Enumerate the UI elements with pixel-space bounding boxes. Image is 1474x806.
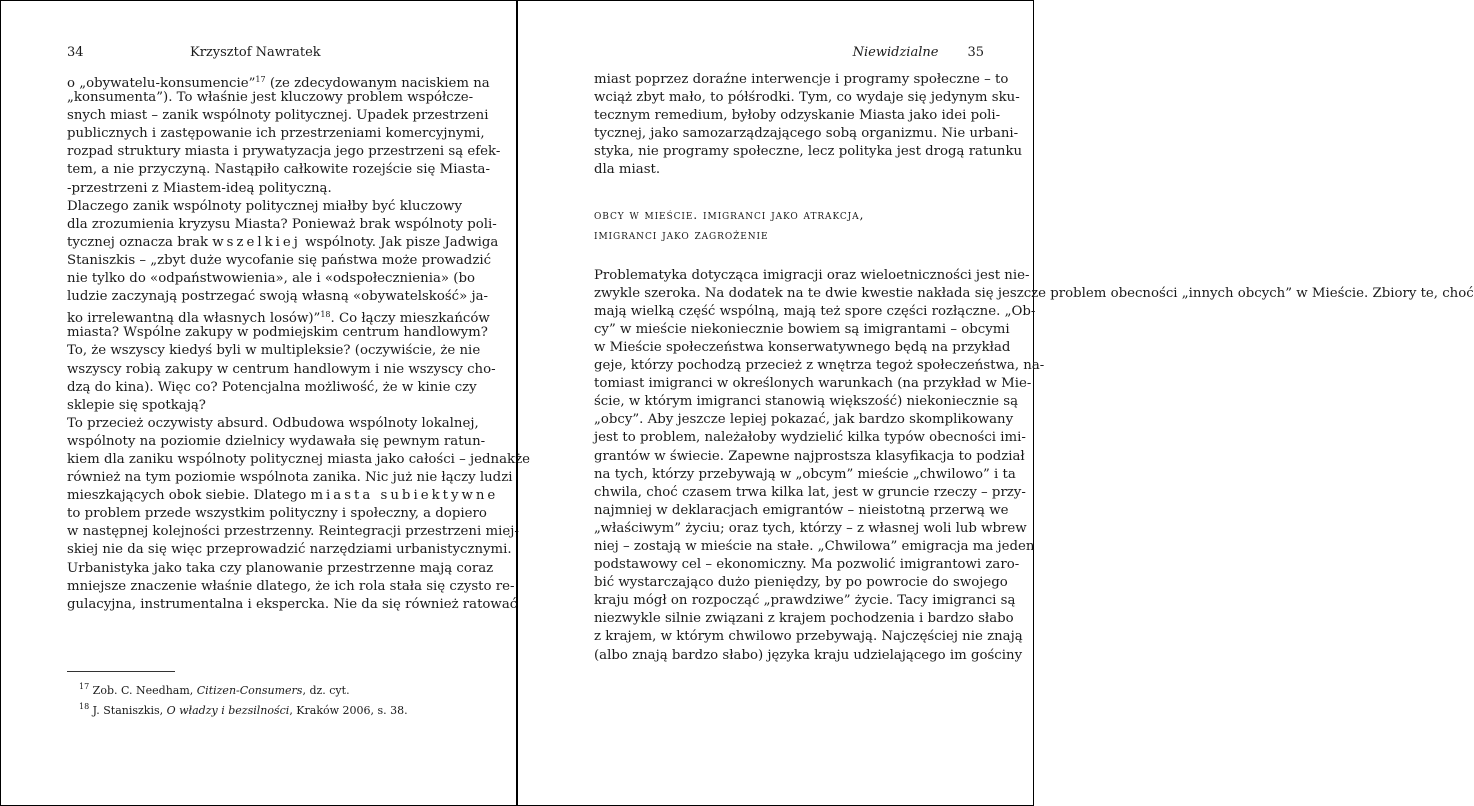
text-run: dla zrozumienia kryzysu Miasta? Ponieważ brak wspólnoty poli- bbox=[67, 216, 497, 232]
text-run: -przestrzeni z Miastem-ideą polityczną. bbox=[67, 180, 332, 196]
footnote-marker: 17 bbox=[255, 75, 266, 84]
text-line bbox=[67, 143, 501, 161]
text-run: gulacyjna, instrumentalna i ekspercka. Nie da się również ratować bbox=[67, 596, 518, 612]
text-run: miasta? Wspólne zakupy w podmiejskim centrum handlowym? bbox=[67, 325, 488, 341]
text-run: rozpad struktury miasta i prywatyzacja jego przestrzeni są efek- bbox=[67, 144, 501, 160]
text-line bbox=[67, 379, 477, 397]
text-line bbox=[593, 303, 1036, 321]
text-run: styka, nie programy społeczne, lecz polityka jest drogą ratunku bbox=[593, 144, 1023, 160]
text-line bbox=[593, 429, 1026, 447]
text-run: J. Staniszkis, bbox=[89, 704, 167, 717]
section-heading-line: imigranci jako zagrożenie bbox=[593, 226, 769, 242]
text-line bbox=[67, 107, 489, 125]
text-run: mają wielką część wspólną, mają też spore części rozłączne. „Ob- bbox=[593, 303, 1036, 319]
text-run: (ze zdecydowanym naciskiem na bbox=[265, 76, 490, 91]
text-run: w następnej kolejności przestrzenny. Reintegracji przestrzeni miej- bbox=[67, 524, 519, 540]
section-heading-line: obcy w mieście. imigranci jako atrakcja, bbox=[593, 206, 865, 222]
text-line bbox=[593, 339, 1011, 357]
page-number: 35 bbox=[967, 45, 984, 60]
text-run: Problematyka dotycząca imigracji oraz wieloetniczności jest nie- bbox=[593, 267, 1030, 283]
text-line bbox=[67, 161, 490, 179]
text-run: wciąż zbyt mało, to półśrodki. Tym, co wydaje się jedynym sku- bbox=[593, 90, 1020, 106]
text-run: z krajem, w którym chwilowo przebywają. Najczęściej nie znają bbox=[593, 629, 1023, 645]
left-page bbox=[1, 1, 530, 805]
text-line bbox=[67, 180, 445, 198]
text-line bbox=[593, 538, 1035, 556]
text-line bbox=[67, 415, 479, 433]
text-line bbox=[593, 466, 1016, 484]
text-line bbox=[67, 306, 490, 327]
text-run: . Co łączy mieszkańców bbox=[330, 311, 490, 327]
text-line bbox=[67, 324, 488, 342]
footnote-marker: 18 bbox=[320, 310, 331, 320]
text-run: To, że wszyscy kiedyś byli w multipleksie? (oczywiście, że nie bbox=[67, 343, 481, 359]
text-run: jest to problem, należałoby wydzielić kilka typów obecności imi- bbox=[593, 430, 1026, 446]
text-run: O władzy i bezsilności bbox=[166, 704, 290, 717]
text-line bbox=[593, 574, 1008, 592]
text-run: ście, w którym imigranci stanowią większość) niekoniecznie są bbox=[593, 394, 1019, 410]
text-line bbox=[593, 502, 1009, 520]
text-line bbox=[67, 541, 512, 559]
text-line bbox=[593, 393, 1019, 411]
right-page bbox=[516, 1, 1474, 805]
left-header bbox=[67, 45, 445, 63]
right-body-text-bottom bbox=[593, 267, 1474, 665]
text-line bbox=[593, 125, 1019, 143]
text-line bbox=[67, 270, 475, 288]
text-line bbox=[593, 647, 1023, 665]
text-run: cy” w mieście niekoniecznie bowiem są imigrantami – obcymi bbox=[593, 321, 1010, 337]
text-run: mieszkających obok siebie. Dlatego bbox=[67, 488, 311, 504]
text-run: miasta subiektywne bbox=[310, 488, 499, 504]
text-run: grantów w świecie. Zapewne najprostsza klasyfikacja to podział bbox=[593, 448, 1025, 464]
text-run: geje, którzy pochodzą przecież z wnętrza tegoż społeczeństwa, na- bbox=[593, 358, 1045, 374]
text-run: Dlaczego zanik wspólnoty politycznej miałby być kluczowy bbox=[67, 198, 462, 214]
text-line bbox=[593, 484, 1026, 502]
text-run: dzą do kina). Więc co? Potencjalna możliwość, że w kinie czy bbox=[67, 379, 477, 395]
text-line bbox=[67, 433, 486, 451]
running-head-author: Krzysztof Nawratek bbox=[190, 45, 321, 60]
text-line bbox=[593, 610, 1014, 628]
text-run: nie tylko do «odpaństwowienia», ale i «odspołecznienia» (bo bbox=[67, 271, 475, 287]
text-line bbox=[67, 560, 494, 578]
text-line bbox=[67, 198, 462, 216]
text-run: Staniszkis – „zbyt duże wycofanie się państwa może prowadzić bbox=[67, 252, 492, 268]
text-run: zwykle szeroka. Na dodatek na te dwie kwestie nakłada się jeszcze problem obecności „innych obcych” w Mieście. Zbiory te, choć bbox=[593, 285, 1474, 301]
text-run: (albo znają bardzo słabo) języka kraju udzielającego im gościny bbox=[593, 647, 1023, 663]
text-line bbox=[593, 448, 1025, 466]
text-run: tecznym remedium, byłoby odzyskanie Miasta jako idei poli- bbox=[593, 108, 1001, 124]
right-body-text-top bbox=[593, 71, 1023, 180]
text-run: to problem przede wszystkim polityczny i społeczny, a dopiero bbox=[67, 506, 487, 522]
footnotes bbox=[79, 679, 408, 719]
text-line bbox=[67, 288, 489, 306]
text-line bbox=[594, 161, 986, 179]
text-line bbox=[593, 411, 1014, 429]
text-line bbox=[67, 234, 499, 252]
text-run: Zob. C. Needham, bbox=[89, 684, 197, 697]
text-line bbox=[593, 267, 1030, 285]
text-line bbox=[67, 125, 485, 143]
text-run: o „obywatelu-konsumencie” bbox=[67, 76, 256, 91]
text-line bbox=[593, 89, 1020, 107]
text-run: tycznej, jako samozarządzającego sobą organizmu. Nie urbani- bbox=[593, 126, 1019, 142]
text-line bbox=[593, 285, 1474, 303]
text-line bbox=[67, 71, 490, 91]
text-run: tem, a nie przyczyną. Nastąpiło całkowite rozejście się Miasta- bbox=[67, 162, 490, 178]
text-run: sklepie się spotkają? bbox=[67, 397, 206, 413]
text-line bbox=[67, 487, 499, 505]
text-run: wszyscy robią zakupy w centrum handlowym i nie wszyscy cho- bbox=[67, 361, 496, 377]
text-line bbox=[79, 699, 408, 719]
text-run: publicznych i zastępowanie ich przestrzeniami komercyjnymi, bbox=[67, 126, 485, 142]
text-run: podstawowy cel – ekonomiczny. Ma pozwolić imigrantowi zaro- bbox=[593, 557, 1020, 573]
text-line bbox=[67, 252, 492, 270]
text-run: , dz. cyt. bbox=[302, 684, 350, 697]
text-run: ko irrelewantną dla własnych losów)” bbox=[67, 311, 321, 327]
text-run: dla miast. bbox=[593, 162, 661, 178]
text-run: niezwykle silnie związani z krajem pochodzenia i bardzo słabo bbox=[593, 611, 1014, 627]
text-run: Citizen-Consumers bbox=[196, 684, 303, 697]
text-run: tycznej oznacza brak bbox=[67, 234, 213, 250]
text-run: „konsumenta”). To właśnie jest kluczowy problem współcze- bbox=[67, 90, 474, 106]
text-line bbox=[67, 523, 519, 541]
footnote-marker: 18 bbox=[79, 702, 90, 711]
text-line bbox=[593, 556, 1020, 574]
text-line bbox=[593, 520, 1027, 538]
page-number: 34 bbox=[67, 45, 84, 60]
text-line bbox=[67, 596, 518, 614]
text-run: skiej nie da się więc przeprowadzić narzędziami urbanistycznymi. bbox=[67, 542, 512, 558]
text-run: mniejsze znaczenie właśnie dlatego, że ich rola stała się czysto re- bbox=[67, 578, 515, 594]
text-run: na tych, którzy przebywają w „obcym” mieście „chwilowo” i ta bbox=[593, 466, 1016, 482]
text-run: snych miast – zanik wspólnoty politycznej. Upadek przestrzeni bbox=[67, 108, 489, 124]
text-run: miast poprzez doraźne interwencje i programy społeczne – to bbox=[593, 72, 1009, 87]
text-run: chwila, choć czasem trwa kilka lat, jest w gruncie rzeczy – przy- bbox=[593, 484, 1026, 500]
text-run: „obcy”. Aby jeszcze lepiej pokazać, jak bardzo skomplikowany bbox=[593, 412, 1014, 428]
text-line bbox=[67, 397, 445, 415]
text-line bbox=[593, 107, 1001, 125]
right-header bbox=[594, 45, 984, 63]
text-line bbox=[593, 143, 1023, 161]
text-run: również na tym poziomie wspólnota zanika. Nic już nie łączy ludzi bbox=[67, 470, 513, 486]
text-line bbox=[593, 375, 1032, 393]
text-run: , Kraków 2006, s. 38. bbox=[289, 704, 408, 717]
text-run: niej – zostają w mieście na stałe. „Chwilowa” emigracja ma jeden bbox=[593, 538, 1035, 554]
text-line bbox=[593, 592, 1016, 610]
text-line bbox=[593, 628, 1023, 646]
text-run: wspólnoty na poziomie dzielnicy wydawała się pewnym ratun- bbox=[67, 433, 486, 449]
footnote-marker: 17 bbox=[79, 682, 90, 691]
running-head-title: Niewidzialne bbox=[852, 45, 939, 60]
left-body-text bbox=[67, 71, 530, 614]
text-line bbox=[79, 679, 408, 699]
text-line bbox=[67, 451, 530, 469]
text-line bbox=[67, 361, 496, 379]
text-line bbox=[67, 505, 487, 523]
text-line bbox=[593, 71, 1009, 89]
text-run: „właściwym” życiu; oraz tych, którzy – z własnej woli lub wbrew bbox=[593, 520, 1027, 536]
text-run: bić wystarczająco dużo pieniędzy, by po powrocie do swojego bbox=[593, 575, 1008, 591]
text-run: kraju mógł on rozpocząć „prawdziwe” życie. Tacy imigranci są bbox=[593, 593, 1016, 609]
text-line bbox=[593, 357, 1045, 375]
text-line bbox=[67, 216, 497, 234]
section-heading bbox=[594, 205, 1033, 245]
text-line bbox=[67, 578, 515, 596]
text-run: Urbanistyka jako taka czy planowanie przestrzenne mają coraz bbox=[67, 560, 494, 576]
text-run: tomiast imigranci w określonych warunkach (na przykład w Mie- bbox=[593, 376, 1032, 392]
text-line bbox=[67, 342, 481, 360]
text-run: To przecież oczywisty absurd. Odbudowa wspólnoty lokalnej, bbox=[67, 415, 479, 431]
text-run: wspólnoty. Jak pisze Jadwiga bbox=[300, 234, 499, 250]
text-run: kiem dla zaniku wspólnoty politycznej miasta jako całości – jednakże bbox=[67, 451, 530, 467]
text-run: w Mieście społeczeństwa konserwatywnego będą na przykład bbox=[593, 339, 1011, 355]
text-run: ludzie zaczynają postrzegać swoją własną «obywatelskość» ja- bbox=[67, 289, 489, 305]
text-line bbox=[593, 321, 1010, 339]
text-run: najmniej w deklaracjach emigrantów – nieistotną przerwą we bbox=[593, 502, 1009, 518]
text-line bbox=[67, 469, 513, 487]
footnote-rule bbox=[67, 671, 175, 672]
text-run: wszelkiej bbox=[212, 234, 301, 250]
text-line bbox=[67, 89, 474, 107]
